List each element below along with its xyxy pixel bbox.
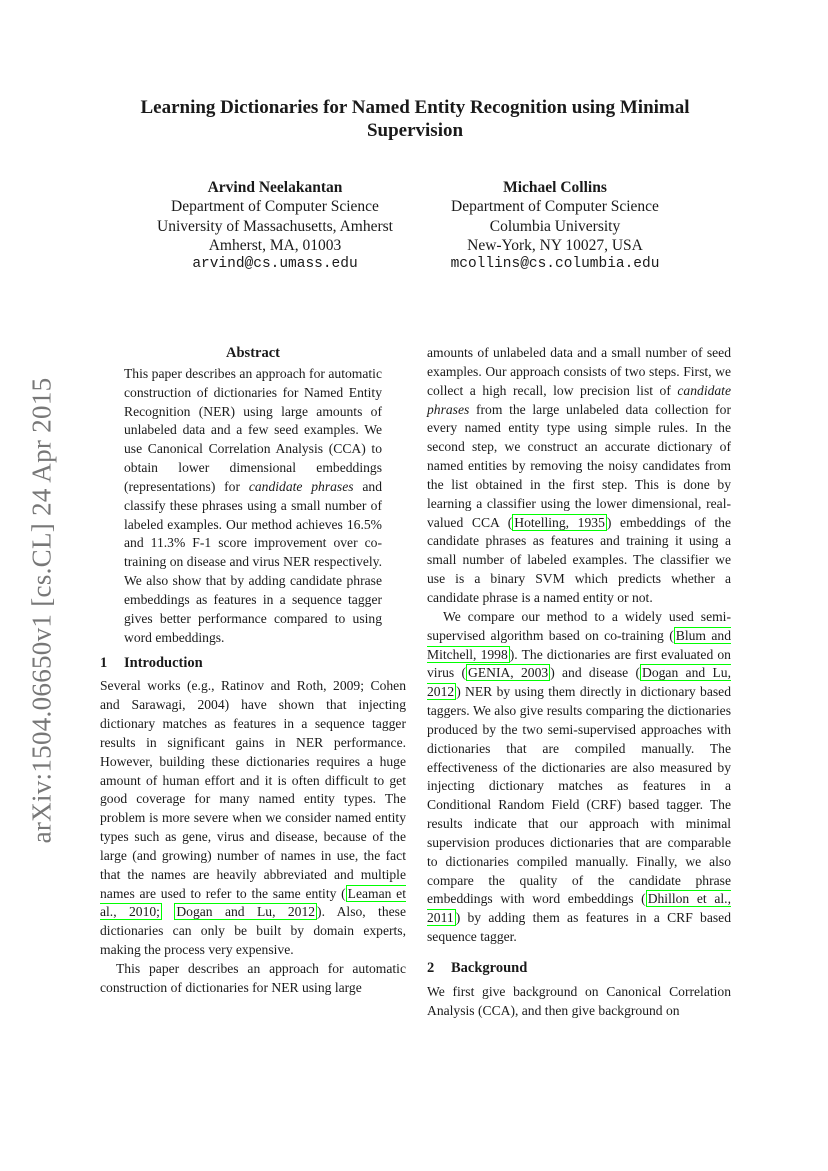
author-email[interactable]: arvind@cs.umass.edu xyxy=(192,256,358,273)
intro-paragraph-1: Several works (e.g., Ratinov and Roth, 2009; Cohen and Sarawagi, 2004) have shown that injecting dictionary matches as features in a sequence tagger results in significant gains in NER performance. However, building these dictionaries requires a huge amount of human effort and it is often difficult to get good coverage for many named entity types. The problem is more severe when we consider named entity types such as gene, virus and disease, because of the large (and growing) number of names in use, the fact that the names are heavily abbreviated and multiple names are used to refer to the same entity ( Leaman et al., 2010; Dogan and Lu, 2012 ). Also, these dictionaries can only be built by domain experts, making the process very expensive. xyxy=(100,678,406,958)
arxiv-sidebar-stamp xyxy=(22,360,62,860)
author-block-2 xyxy=(410,178,700,274)
author-university: Columbia University xyxy=(489,217,621,235)
citation-link[interactable]: Hotelling, 1935 xyxy=(514,514,605,530)
abstract-text: This paper describes an approach for automatic construction of dictionaries for Named Entity Recognition (NER) using large amounts of unlabeled data and a few seed examples. We use Canonical Correlation Analysis (CCA) to obtain lower dimensional embeddings (representations) for candidate phrases and classify these phrases using a small number of labeled examples. Our method achieves 16.5% and 11.3% F-1 score improvement over co-training on disease and virus NER respectively. We also show that by adding candidate phrase embeddings as features in a sequence tagger gives better performance compared to using word embeddings. xyxy=(124,365,382,645)
citation-link[interactable]: Dogan and Lu, 2012 xyxy=(427,665,731,700)
citation-link[interactable]: Leaman et al., 2010; xyxy=(100,885,406,920)
author-block-1 xyxy=(130,178,420,274)
author-department: Department of Computer Science xyxy=(451,198,659,216)
author-name: Arvind Neelakantan xyxy=(207,179,343,196)
arxiv-identifier: arXiv:1504.06650v1 [cs.CL] 24 Apr 2015 xyxy=(26,377,57,843)
author-department: Department of Computer Science xyxy=(171,198,379,216)
author-address: New-York, NY 10027, USA xyxy=(467,236,643,254)
abstract-heading: Abstract xyxy=(226,345,280,361)
author-email[interactable]: mcollins@cs.columbia.edu xyxy=(450,256,660,273)
author-name: Michael Collins xyxy=(503,179,607,196)
intro-paragraph-2: This paper describes an approach for automatic construction of dictionaries for NER using large xyxy=(100,961,406,995)
left-column xyxy=(100,344,406,998)
paper-title: Learning Dictionaries for Named Entity Recognition using Minimal Supervision xyxy=(140,97,690,141)
author-university: University of Massachusetts, Amherst xyxy=(157,217,393,235)
citation-link[interactable]: Dhillon et al., 2011 xyxy=(427,891,731,926)
background-paragraph: We first give background on Canonical Correlation Analysis (CCA), and then give background on xyxy=(427,983,731,1018)
citation-link[interactable]: GENIA, 2003 xyxy=(468,665,549,681)
author-address: Amherst, MA, 01003 xyxy=(208,236,342,254)
citation-link[interactable]: Dogan and Lu, 2012 xyxy=(176,904,316,920)
section-heading-introduction: 1 Introduction xyxy=(100,654,203,671)
intro-paragraph-continued: amounts of unlabeled data and a small number of seed examples. Our approach consists of two steps. First, we collect a high recall, low precision list of candidate phrases from the large unlabeled data collection for every named entity type using simple rules. In the second step, we construct an accurate dictionary of named entities by removing the noisy candidates from the list obtained in the first step. This is done by learning a classifier using the lower dimensional, real-valued CCA ( Hotelling, 1935 ) embeddings of the candidate phrases as features and training it using a small number of labeled examples. The classifier we use is a binary SVM which predicts whether a candidate phrase is a named entity or not. xyxy=(427,345,731,605)
citation-link[interactable]: Blum and Mitchell, 1998 xyxy=(427,627,731,662)
intro-paragraph-3: We compare our method to a widely used semi-supervised algorithm based on co-training ( Blum and Mitchell, 1998 ). The dictionaries are first evaluated on virus ( GENIA, 2003 ) and disease ( Dogan and Lu, 2012 ) NER by using them directly in dictionary based taggers. We also give results comparing the dictionaries produced by the two semi-supervised approaches with dictionaries that are compiled manually. The effectiveness of the dictionaries are also measured by injecting dictionary matches as features in a Conditional Random Field (CRF) based tagger. The results indicate that our approach with minimal supervision produces dictionaries that are comparable to dictionaries compiled manually. Finally, we also compare the quality of the candidate phrase embeddings with word embeddings ( Dhillon et al., 2011 ) by adding them as features in a CRF based sequence tagger. xyxy=(427,608,731,945)
section-heading-background: 2 Background xyxy=(427,960,528,976)
right-column xyxy=(427,344,731,1021)
